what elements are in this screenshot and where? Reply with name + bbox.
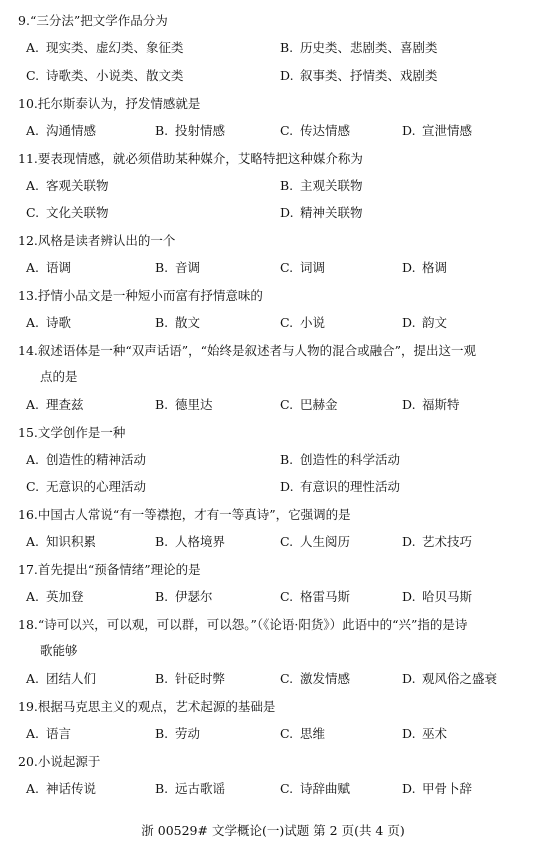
option-d: D. 叙事类、抒情类、戏剧类 <box>280 68 438 83</box>
options-row <box>18 533 538 551</box>
options-row <box>18 39 538 57</box>
option-c: C. 小说 <box>280 315 326 330</box>
question-20 <box>18 753 538 798</box>
option-a: A. 现实类、虚幻类、象征类 <box>26 40 184 55</box>
option-b: B. 主观关联物 <box>280 178 363 193</box>
option-b: B. 历史类、悲剧类、喜剧类 <box>280 40 438 55</box>
option-b: B. 劳动 <box>155 726 201 741</box>
question-11 <box>18 150 538 222</box>
option-a: A. 团结人们 <box>26 671 97 686</box>
question-stem: 15.文学创作是一种 <box>18 425 126 440</box>
option-a: A. 沟通情感 <box>26 123 97 138</box>
option-c: C. 人生阅历 <box>280 534 351 549</box>
page-footer: 浙 00529# 文学概论(一)试题 第 2 页(共 4 页) <box>141 823 405 838</box>
options-row <box>18 588 538 606</box>
question-stem: 10.托尔斯泰认为，抒发情感就是 <box>18 96 201 111</box>
question-stem: 18.“诗可以兴，可以观，可以群，可以怨。”（《论语·阳货》）此语中的“兴”指的是诗 <box>18 617 468 632</box>
question-14 <box>18 342 538 414</box>
option-d: D. 韵文 <box>402 315 448 330</box>
question-stem-continued: 点的是 <box>40 369 78 384</box>
question-10 <box>18 95 538 140</box>
option-b: B. 德里达 <box>155 397 213 412</box>
question-stem: 12.风格是读者辨认出的一个 <box>18 233 176 248</box>
question-stem: 20.小说起源于 <box>18 754 101 769</box>
option-c: C. 思维 <box>280 726 326 741</box>
option-b: B. 人格境界 <box>155 534 226 549</box>
option-d: D. 巫术 <box>402 726 448 741</box>
option-d: D. 观风俗之盛衰 <box>402 671 498 686</box>
option-b: B. 投射情感 <box>155 123 226 138</box>
option-a: A. 英加登 <box>26 589 84 604</box>
question-12 <box>18 232 538 277</box>
options-row <box>18 177 538 195</box>
question-stem: 16.中国古人常说“有一等襟抱，才有一等真诗”，它强调的是 <box>18 507 351 522</box>
option-c: C. 文化关联物 <box>26 205 109 220</box>
option-d: D. 甲骨卜辞 <box>402 781 473 796</box>
option-c: C. 无意识的心理活动 <box>26 479 147 494</box>
options-row <box>18 451 538 469</box>
question-stem: 11.要表现情感，就必须借助某种媒介，艾略特把这种媒介称为 <box>18 151 363 166</box>
option-d: D. 宣泄情感 <box>402 123 473 138</box>
option-a: A. 神话传说 <box>26 781 97 796</box>
question-stem: 9.“三分法”把文学作品分为 <box>18 13 168 28</box>
question-13 <box>18 287 538 332</box>
options-row <box>18 314 538 332</box>
option-b: B. 针砭时弊 <box>155 671 226 686</box>
option-c: C. 激发情感 <box>280 671 351 686</box>
option-c: C. 词调 <box>280 260 326 275</box>
option-c: C. 传达情感 <box>280 123 351 138</box>
options-row <box>18 122 538 140</box>
option-c: C. 巴赫金 <box>280 397 338 412</box>
option-b: B. 音调 <box>155 260 201 275</box>
option-d: D. 精神关联物 <box>280 205 363 220</box>
question-16 <box>18 506 538 551</box>
question-stem: 13.抒情小品文是一种短小而富有抒情意味的 <box>18 288 263 303</box>
option-d: D. 格调 <box>402 260 448 275</box>
question-stem: 19.根据马克思主义的观点，艺术起源的基础是 <box>18 699 276 714</box>
question-19 <box>18 698 538 743</box>
option-a: A. 语言 <box>26 726 72 741</box>
options-row <box>18 780 538 798</box>
option-d: D. 哈贝马斯 <box>402 589 473 604</box>
option-d: D. 艺术技巧 <box>402 534 473 549</box>
options-row <box>18 670 538 688</box>
question-stem-continued: 歌能够 <box>40 643 78 658</box>
options-row <box>18 259 538 277</box>
options-row <box>18 204 538 222</box>
options-row <box>18 67 538 85</box>
question-15 <box>18 424 538 496</box>
option-a: A. 诗歌 <box>26 315 72 330</box>
option-a: A. 知识积累 <box>26 534 97 549</box>
option-d: D. 有意识的理性活动 <box>280 479 401 494</box>
question-stem: 14.叙述语体是一种“双声话语”，“始终是叙述者与人物的混合或融合”，提出这一观 <box>18 343 476 358</box>
option-a: A. 理查兹 <box>26 397 84 412</box>
options-row <box>18 725 538 743</box>
option-a: A. 创造性的精神活动 <box>26 452 147 467</box>
question-9 <box>18 12 538 85</box>
option-c: C. 诗辞曲赋 <box>280 781 351 796</box>
option-b: B. 散文 <box>155 315 201 330</box>
option-a: A. 客观关联物 <box>26 178 109 193</box>
options-row <box>18 396 538 414</box>
options-row <box>18 478 538 496</box>
option-a: A. 语调 <box>26 260 72 275</box>
option-b: B. 创造性的科学活动 <box>280 452 401 467</box>
option-b: B. 远古歌谣 <box>155 781 226 796</box>
option-d: D. 福斯特 <box>402 397 460 412</box>
question-18 <box>18 616 538 688</box>
option-c: C. 格雷马斯 <box>280 589 351 604</box>
option-b: B. 伊瑟尔 <box>155 589 213 604</box>
question-stem: 17.首先提出“预备情绪”理论的是 <box>18 562 201 577</box>
question-17 <box>18 561 538 606</box>
option-c: C. 诗歌类、小说类、散文类 <box>26 68 184 83</box>
